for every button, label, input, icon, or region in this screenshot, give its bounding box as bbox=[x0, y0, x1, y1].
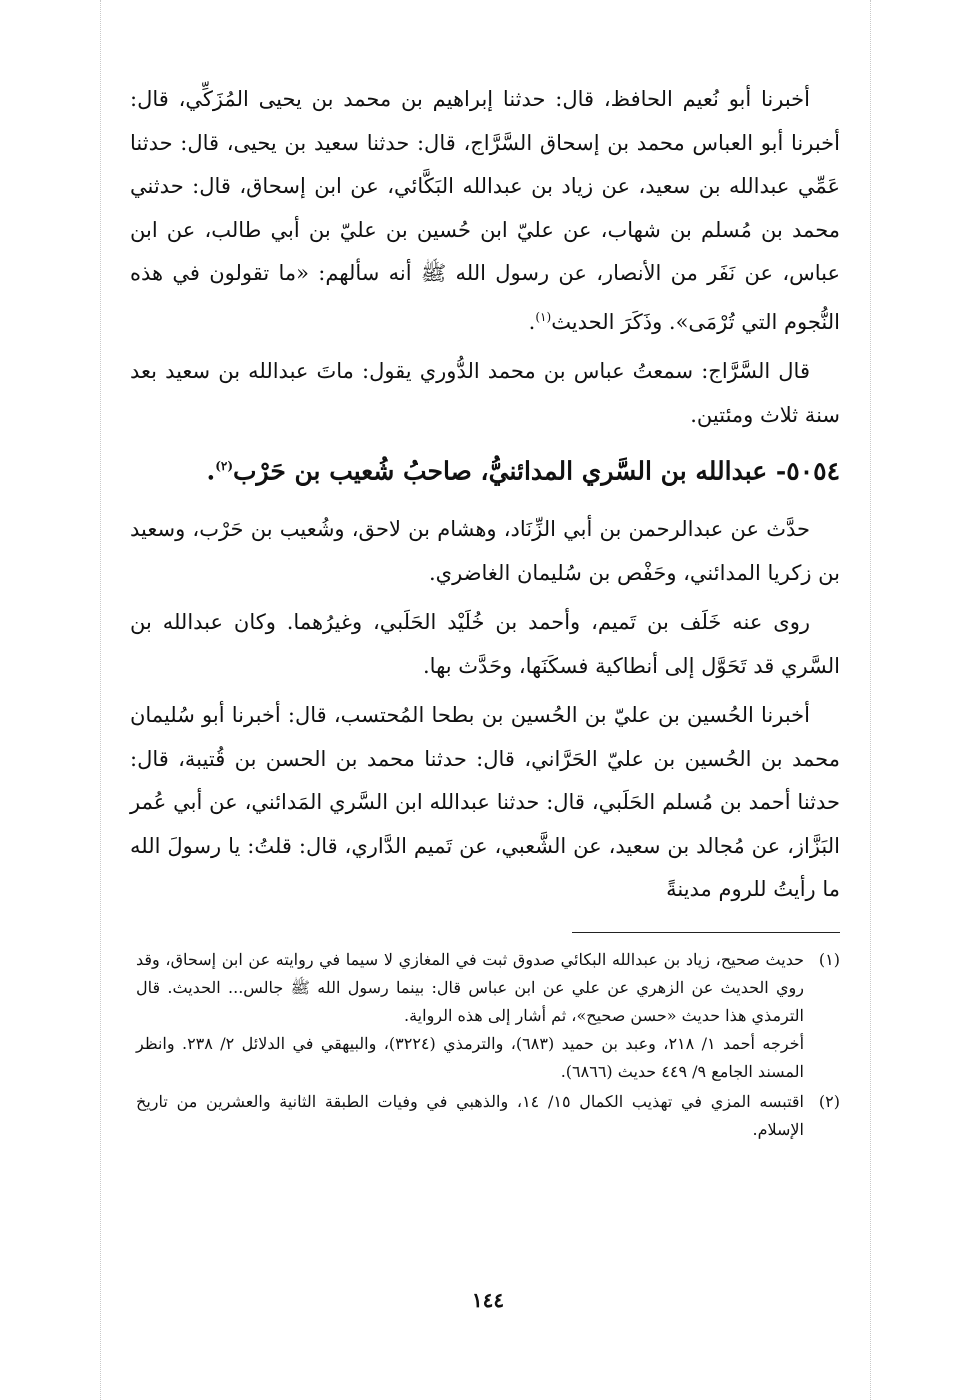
main-text bbox=[130, 78, 840, 918]
paragraph-isnad-2: أخبرنا الحُسين بن عليّ بن الحُسين بن بطحا المُحتسب، قال: أخبرنا أبو سُليمان محمد بن الحُسين بن عليّ الحَرَّاني، قال: حدثنا محمد بن الحسن بن قُتيبة، قال: حدثنا أحمد بن مُسلم الحَلَبي، قال: حدثنا عبدالله ابن السَّري المَدائني، عن أبي عُمر البَزَّاز، عن مُجالد بن سعيد، عن الشَّعبي، عن تَميم الدَّاري، قال: قلتُ: يا رسولَ الله ما رأيتُ للروم مدينةً bbox=[130, 703, 841, 902]
footnote-body bbox=[136, 946, 804, 1086]
footnote-separator bbox=[572, 932, 840, 933]
footnote-paragraph: اقتبسه المزي في تهذيب الكمال ١٥/ ١٤، والذهبي في وفيات الطبقة الثانية والعشرين من تاريخ الإسلام. bbox=[136, 1092, 804, 1139]
scan-edge-right bbox=[870, 0, 871, 1400]
footnote-1 bbox=[136, 946, 840, 1086]
paragraph-sarraj: قال السَّرَّاج: سمعتُ عباس بن محمد الدُّوري يقول: ماتَ عبدالله بن سعيد بعد سنة ثلاث ومئتين. bbox=[130, 359, 840, 427]
entry-title: ٥٠٥٤- عبدالله بن السَّري المدائنيُّ، صاحبُ شُعيب بن حَرْب bbox=[233, 456, 840, 486]
footnote-ref-2: (٢) bbox=[215, 459, 234, 473]
footnote-paragraph: حديث صحيح، زياد بن عبدالله البكائي صدوق ثبت في المغازي لا سيما في روايته عن ابن إسحاق، وقد روي الحديث عن الزهري عن علي عن ابن عباس قال: بينما رسول الله ﷺ جالس... الحديث. قال الترمذي هذا حديث «حسن صحيح»، ثم أشار إلى هذه الرواية. bbox=[136, 950, 805, 1025]
page-number: ١٤٤ bbox=[471, 1288, 505, 1312]
footnote-ref-1: (١) bbox=[535, 309, 552, 324]
paragraph-isnad-1: أخبرنا أبو نُعيم الحافظ، قال: حدثنا إبراهيم بن محمد بن يحيى المُزَكِّي، قال: أخبرنا أبو العباس محمد بن إسحاق السَّرَّاج، قال: حدثنا سعيد بن يحيى، قال: حدثنا عَمِّي عبدالله بن سعيد، عن زياد بن عبدالله البَكَّائي، عن ابن إسحاق، قال: حدثني محمد بن مُسلم بن شهاب، عن عليّ ابن حُسين بن عليّ بن أبي طالب، عن ابن عباس، عن نَفَر من الأنصار، عن رسول الله ﷺ أنه سألهم: «ما تقولون في هذه النُّجوم التي تُرْمَى». وذَكَرَ الحديث$^{(١)}$. bbox=[130, 87, 840, 334]
footnote-2 bbox=[136, 1088, 840, 1144]
paragraph-students: روى عنه خَلَف بن تَميم، وأحمد بن خُلَيْد الحَلَبي، وغيرُهما. وكان عبدالله بن السَّري قد تَحَوَّل إلى أنطاكية فسكَنَها، وحَدَّث بها. bbox=[130, 610, 840, 678]
footnote-body bbox=[136, 1088, 804, 1144]
footnotes bbox=[136, 946, 840, 1146]
scan-edge-left bbox=[100, 0, 101, 1400]
footnote-number: (١) bbox=[818, 950, 840, 969]
footnote-number: (٢) bbox=[818, 1092, 840, 1111]
footnote-paragraph: أخرجه أحمد ١/ ٢١٨، وعبد بن حميد (٦٨٣)، والترمذي (٣٢٢٤)، والبيهقي في الدلائل ٢/ ٢٣٨. وانظر المسند الجامع ٩/ ٤٤٩ حديث (٦٨٦٦). bbox=[136, 1034, 805, 1081]
paragraph-text: أخبرنا أبو نُعيم الحافظ، قال: حدثنا إبراهيم بن محمد بن يحيى المُزَكِّي، قال: أخبرنا أبو العباس محمد بن إسحاق السَّرَّاج، قال: حدثنا سعيد بن يحيى، قال: حدثنا عَمِّي عبدالله بن سعيد، عن زياد بن عبدالله البَكَّائي، عن ابن إسحاق، قال: حدثني محمد بن مُسلم بن شهاب، عن عليّ ابن حُسين بن عليّ بن أبي طالب، عن ابن عباس، عن نَفَر من الأنصار، عن رسول الله ﷺ أنه سألهم: «ما تقولون في هذه النُّجوم التي تُرْمَى». وذَكَرَ الحديث bbox=[130, 87, 840, 334]
entry-heading: ٥٠٥٤- عبدالله بن السَّري المدائنيُّ، صاحبُ شُعيب بن حَرْب$^{(٢)}$. bbox=[206, 456, 840, 486]
paragraph-teachers: حدَّث عن عبدالرحمن بن أبي الزِّنَاد، وهشام بن لاحق، وشُعيب بن حَرْب، وسعيد بن زكريا المدائني، وحَفْص بن سُليمان الغاضري. bbox=[130, 517, 840, 585]
